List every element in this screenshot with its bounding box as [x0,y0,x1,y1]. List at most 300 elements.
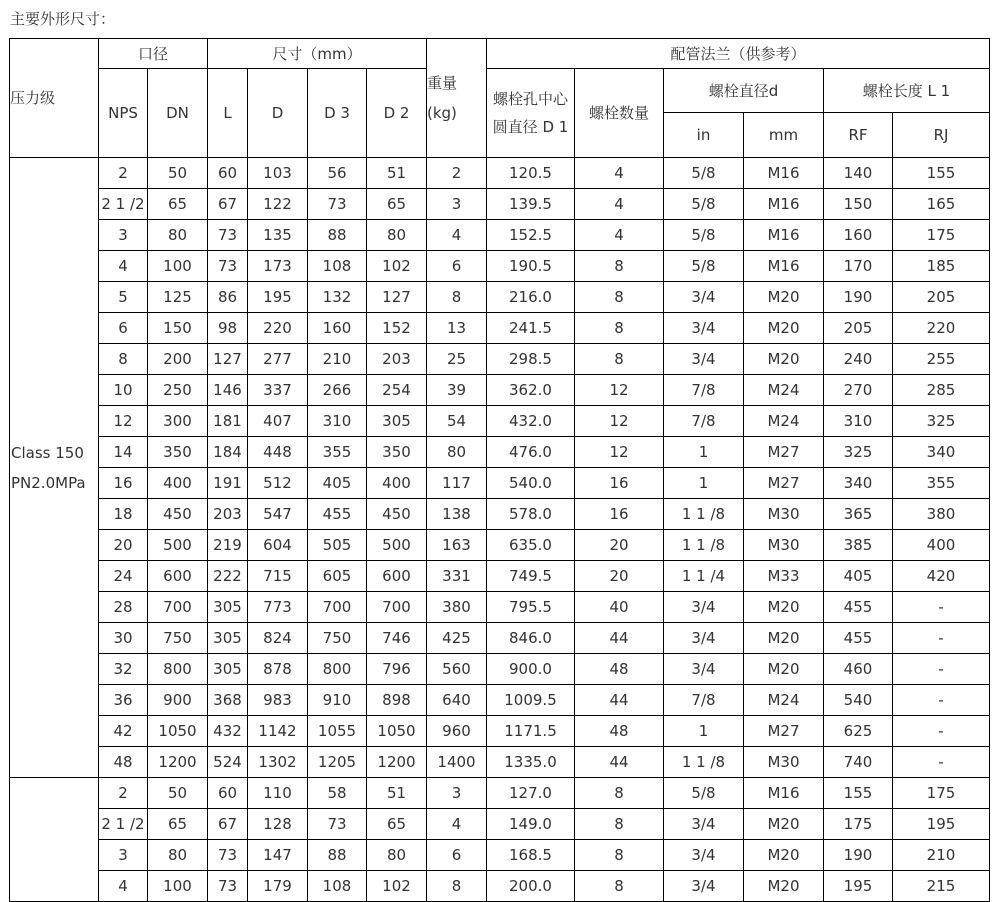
cell-l: 203 [208,499,248,530]
cell-d: 277 [248,344,308,375]
cell-length-rj: - [893,747,990,778]
cell-d2: 51 [367,778,427,809]
cell-l: 98 [208,313,248,344]
cell-bolt-circle: 200.0 [487,871,575,902]
cell-weight: 640 [427,685,487,716]
cell-weight: 2 [427,158,487,189]
header-bolt-length: 螺栓长度 L 1 [824,69,990,113]
cell-d: 604 [248,530,308,561]
cell-d3: 750 [308,623,367,654]
cell-bolt-mm: M16 [744,158,824,189]
cell-d2: 65 [367,809,427,840]
cell-d3: 58 [308,778,367,809]
cell-bolt-mm: M27 [744,716,824,747]
cell-length-rj: 255 [893,344,990,375]
cell-l: 222 [208,561,248,592]
cell-d3: 405 [308,468,367,499]
cell-bolt-count: 40 [575,592,664,623]
cell-bolt-mm: M24 [744,375,824,406]
cell-d: 337 [248,375,308,406]
cell-bolt-circle: 578.0 [487,499,575,530]
cell-weight: 8 [427,871,487,902]
cell-bolt-circle: 635.0 [487,530,575,561]
cell-d3: 700 [308,592,367,623]
cell-nps: 36 [99,685,148,716]
cell-bolt-circle: 846.0 [487,623,575,654]
cell-bolt-in: 5/8 [664,158,744,189]
cell-l: 146 [208,375,248,406]
cell-d3: 800 [308,654,367,685]
cell-bolt-count: 8 [575,778,664,809]
cell-d2: 102 [367,251,427,282]
cell-length-rf: 365 [824,499,893,530]
cell-dn: 350 [148,437,208,468]
header-d2: D 2 [367,69,427,158]
table-row [10,809,990,840]
cell-length-rf: 540 [824,685,893,716]
cell-d2: 80 [367,840,427,871]
cell-l: 524 [208,747,248,778]
cell-d2: 51 [367,158,427,189]
table-row [10,344,990,375]
cell-nps: 42 [99,716,148,747]
cell-length-rf: 140 [824,158,893,189]
cell-length-rf: 175 [824,809,893,840]
cell-d: 135 [248,220,308,251]
cell-bolt-count: 48 [575,716,664,747]
cell-d3: 910 [308,685,367,716]
cell-bolt-in: 1 [664,468,744,499]
cell-d: 547 [248,499,308,530]
cell-l: 73 [208,220,248,251]
cell-length-rf: 455 [824,623,893,654]
cell-weight: 13 [427,313,487,344]
cell-nps: 2 1 /2 [99,189,148,220]
cell-d3: 160 [308,313,367,344]
header-pressure-class: 压力级 [10,39,99,158]
cell-bolt-circle: 241.5 [487,313,575,344]
table-row [10,468,990,499]
cell-length-rj: - [893,623,990,654]
cell-bolt-mm: M27 [744,468,824,499]
cell-length-rf: 170 [824,251,893,282]
cell-l: 67 [208,809,248,840]
cell-weight: 960 [427,716,487,747]
cell-bolt-in: 3/4 [664,623,744,654]
cell-d2: 203 [367,344,427,375]
cell-length-rf: 385 [824,530,893,561]
cell-bolt-count: 4 [575,158,664,189]
cell-bolt-circle: 900.0 [487,654,575,685]
cell-bolt-circle: 168.5 [487,840,575,871]
cell-bolt-in: 1 1 /8 [664,530,744,561]
cell-d: 110 [248,778,308,809]
cell-nps: 2 [99,158,148,189]
cell-dn: 100 [148,871,208,902]
cell-d2: 796 [367,654,427,685]
cell-bolt-count: 8 [575,282,664,313]
cell-d2: 1200 [367,747,427,778]
header-dimensions: 尺寸（mm） [208,39,427,69]
cell-dn: 600 [148,561,208,592]
cell-d2: 400 [367,468,427,499]
cell-d3: 605 [308,561,367,592]
cell-d: 448 [248,437,308,468]
dimension-table [9,38,990,902]
cell-d3: 73 [308,809,367,840]
cell-bolt-count: 16 [575,499,664,530]
cell-length-rf: 740 [824,747,893,778]
cell-bolt-circle: 476.0 [487,437,575,468]
cell-nps: 5 [99,282,148,313]
cell-length-rf: 325 [824,437,893,468]
cell-d: 824 [248,623,308,654]
cell-dn: 1050 [148,716,208,747]
cell-dn: 65 [148,809,208,840]
cell-bolt-count: 8 [575,251,664,282]
cell-nps: 4 [99,871,148,902]
cell-bolt-count: 16 [575,468,664,499]
cell-bolt-mm: M20 [744,344,824,375]
cell-weight: 8 [427,282,487,313]
cell-bolt-count: 12 [575,437,664,468]
cell-d: 983 [248,685,308,716]
cell-bolt-mm: M30 [744,530,824,561]
cell-weight: 54 [427,406,487,437]
cell-bolt-count: 4 [575,220,664,251]
cell-l: 127 [208,344,248,375]
cell-l: 219 [208,530,248,561]
cell-length-rj: 185 [893,251,990,282]
cell-weight: 39 [427,375,487,406]
header-bolt-circle: 螺栓孔中心圆直径 D 1 [487,69,575,158]
cell-nps: 12 [99,406,148,437]
cell-weight: 138 [427,499,487,530]
cell-bolt-mm: M33 [744,561,824,592]
cell-bolt-mm: M16 [744,189,824,220]
cell-length-rj: 220 [893,313,990,344]
header-mm: mm [744,113,824,158]
cell-d2: 600 [367,561,427,592]
table-row [10,220,990,251]
cell-bolt-circle: 1335.0 [487,747,575,778]
cell-bolt-mm: M16 [744,220,824,251]
table-row [10,561,990,592]
cell-bolt-circle: 139.5 [487,189,575,220]
cell-d2: 350 [367,437,427,468]
cell-d3: 1205 [308,747,367,778]
cell-bolt-count: 48 [575,654,664,685]
cell-dn: 200 [148,344,208,375]
cell-bolt-mm: M20 [744,871,824,902]
cell-d3: 266 [308,375,367,406]
cell-nps: 32 [99,654,148,685]
cell-length-rj: 165 [893,189,990,220]
cell-length-rj: 400 [893,530,990,561]
cell-bolt-mm: M24 [744,406,824,437]
cell-bolt-circle: 1009.5 [487,685,575,716]
cell-bolt-circle: 120.5 [487,158,575,189]
cell-d2: 80 [367,220,427,251]
cell-nps: 2 [99,778,148,809]
cell-weight: 163 [427,530,487,561]
header-bolt-count: 螺栓数量 [575,69,664,158]
cell-bolt-in: 3/4 [664,654,744,685]
cell-weight: 380 [427,592,487,623]
cell-d: 407 [248,406,308,437]
cell-bolt-in: 1 [664,437,744,468]
cell-d3: 108 [308,251,367,282]
cell-dn: 800 [148,654,208,685]
cell-bolt-count: 4 [575,189,664,220]
cell-weight: 6 [427,251,487,282]
cell-d3: 108 [308,871,367,902]
cell-bolt-count: 44 [575,747,664,778]
cell-bolt-mm: M20 [744,623,824,654]
cell-bolt-count: 44 [575,685,664,716]
cell-nps: 24 [99,561,148,592]
cell-nps: 4 [99,251,148,282]
cell-d2: 898 [367,685,427,716]
cell-d: 147 [248,840,308,871]
header-bolt-diameter: 螺栓直径d [664,69,824,113]
cell-length-rj: - [893,685,990,716]
cell-bolt-count: 8 [575,809,664,840]
cell-d3: 1055 [308,716,367,747]
table-row [10,654,990,685]
cell-length-rj: - [893,716,990,747]
cell-nps: 3 [99,840,148,871]
cell-l: 73 [208,251,248,282]
cell-dn: 150 [148,313,208,344]
table-row [10,778,990,809]
cell-bolt-circle: 540.0 [487,468,575,499]
cell-length-rj: - [893,654,990,685]
header-nps: NPS [99,69,148,158]
cell-bolt-in: 1 1 /4 [664,561,744,592]
cell-d2: 1050 [367,716,427,747]
cell-d: 122 [248,189,308,220]
cell-d2: 65 [367,189,427,220]
table-row [10,406,990,437]
cell-bolt-circle: 1171.5 [487,716,575,747]
cell-bolt-circle: 190.5 [487,251,575,282]
cell-length-rf: 460 [824,654,893,685]
page-caption: 主要外形尺寸： [10,10,116,28]
cell-length-rj: - [893,592,990,623]
cell-d3: 310 [308,406,367,437]
table-row [10,313,990,344]
cell-bolt-in: 3/4 [664,282,744,313]
cell-nps: 3 [99,220,148,251]
cell-bolt-in: 3/4 [664,840,744,871]
cell-dn: 65 [148,189,208,220]
cell-bolt-mm: M24 [744,685,824,716]
cell-nps: 20 [99,530,148,561]
cell-length-rf: 160 [824,220,893,251]
header-dn: DN [148,69,208,158]
header-flange: 配管法兰（供参考） [487,39,990,69]
cell-length-rj: 155 [893,158,990,189]
table-row [10,437,990,468]
table-row [10,871,990,902]
cell-bolt-count: 8 [575,344,664,375]
cell-d2: 102 [367,871,427,902]
header-rf: RF [824,113,893,158]
cell-l: 191 [208,468,248,499]
cell-length-rj: 380 [893,499,990,530]
cell-length-rj: 215 [893,871,990,902]
cell-bolt-mm: M20 [744,282,824,313]
cell-dn: 50 [148,778,208,809]
table-row [10,623,990,654]
cell-l: 305 [208,623,248,654]
cell-bolt-count: 8 [575,840,664,871]
header-l: L [208,69,248,158]
cell-length-rj: 325 [893,406,990,437]
cell-d: 878 [248,654,308,685]
cell-bolt-count: 8 [575,313,664,344]
cell-d2: 305 [367,406,427,437]
cell-nps: 10 [99,375,148,406]
cell-bolt-count: 20 [575,530,664,561]
cell-weight: 3 [427,189,487,220]
header-in: in [664,113,744,158]
cell-d3: 88 [308,220,367,251]
cell-d2: 500 [367,530,427,561]
cell-l: 184 [208,437,248,468]
cell-dn: 700 [148,592,208,623]
cell-dn: 450 [148,499,208,530]
cell-d: 512 [248,468,308,499]
cell-d: 103 [248,158,308,189]
cell-bolt-circle: 149.0 [487,809,575,840]
cell-weight: 6 [427,840,487,871]
table-row [10,282,990,313]
cell-d: 1302 [248,747,308,778]
cell-weight: 3 [427,778,487,809]
cell-nps: 2 1 /2 [99,809,148,840]
cell-bolt-mm: M20 [744,592,824,623]
cell-nps: 8 [99,344,148,375]
cell-d3: 355 [308,437,367,468]
cell-weight: 4 [427,809,487,840]
cell-d2: 254 [367,375,427,406]
header-d: D [248,69,308,158]
table-row [10,375,990,406]
cell-d: 715 [248,561,308,592]
cell-weight: 1400 [427,747,487,778]
table-row [10,747,990,778]
cell-length-rf: 270 [824,375,893,406]
cell-l: 432 [208,716,248,747]
cell-d: 220 [248,313,308,344]
cell-length-rj: 355 [893,468,990,499]
cell-bolt-circle: 795.5 [487,592,575,623]
cell-d: 173 [248,251,308,282]
cell-nps: 18 [99,499,148,530]
table-row [10,251,990,282]
cell-nps: 28 [99,592,148,623]
cell-dn: 300 [148,406,208,437]
cell-length-rf: 310 [824,406,893,437]
cell-bolt-in: 5/8 [664,220,744,251]
cell-bolt-in: 1 1 /8 [664,747,744,778]
cell-bolt-in: 1 1 /8 [664,499,744,530]
cell-bolt-in: 7/8 [664,685,744,716]
cell-nps: 16 [99,468,148,499]
cell-bolt-count: 12 [575,375,664,406]
cell-length-rj: 175 [893,778,990,809]
cell-d: 179 [248,871,308,902]
cell-bolt-count: 44 [575,623,664,654]
cell-length-rj: 285 [893,375,990,406]
cell-bolt-circle: 298.5 [487,344,575,375]
cell-weight: 331 [427,561,487,592]
pressure-class-label: PN2.0MPa [11,473,86,492]
cell-l: 86 [208,282,248,313]
cell-nps: 30 [99,623,148,654]
cell-bolt-mm: M20 [744,809,824,840]
cell-weight: 4 [427,220,487,251]
cell-bolt-in: 3/4 [664,344,744,375]
cell-bolt-count: 8 [575,871,664,902]
cell-bolt-in: 3/4 [664,313,744,344]
cell-length-rf: 625 [824,716,893,747]
cell-bolt-in: 3/4 [664,871,744,902]
header-d3: D 3 [308,69,367,158]
cell-dn: 250 [148,375,208,406]
table-row [10,530,990,561]
cell-d2: 450 [367,499,427,530]
cell-bolt-in: 1 [664,716,744,747]
cell-bolt-count: 12 [575,406,664,437]
cell-d3: 56 [308,158,367,189]
cell-length-rj: 195 [893,809,990,840]
cell-length-rj: 420 [893,561,990,592]
cell-l: 73 [208,840,248,871]
cell-l: 305 [208,654,248,685]
cell-l: 67 [208,189,248,220]
cell-length-rj: 205 [893,282,990,313]
cell-l: 73 [208,871,248,902]
cell-dn: 80 [148,840,208,871]
cell-dn: 750 [148,623,208,654]
table-row [10,158,990,189]
cell-length-rf: 340 [824,468,893,499]
cell-length-rf: 190 [824,840,893,871]
cell-d3: 88 [308,840,367,871]
cell-length-rf: 155 [824,778,893,809]
cell-length-rj: 175 [893,220,990,251]
table-row [10,685,990,716]
pressure-class-label: Class 150 [11,443,84,462]
cell-dn: 80 [148,220,208,251]
pressure-class-cell [10,158,99,778]
cell-d2: 127 [367,282,427,313]
cell-length-rf: 190 [824,282,893,313]
cell-bolt-mm: M30 [744,499,824,530]
cell-d: 128 [248,809,308,840]
cell-length-rf: 195 [824,871,893,902]
cell-d3: 505 [308,530,367,561]
cell-dn: 1200 [148,747,208,778]
cell-dn: 125 [148,282,208,313]
cell-l: 60 [208,778,248,809]
table-row [10,592,990,623]
cell-weight: 25 [427,344,487,375]
cell-d2: 746 [367,623,427,654]
